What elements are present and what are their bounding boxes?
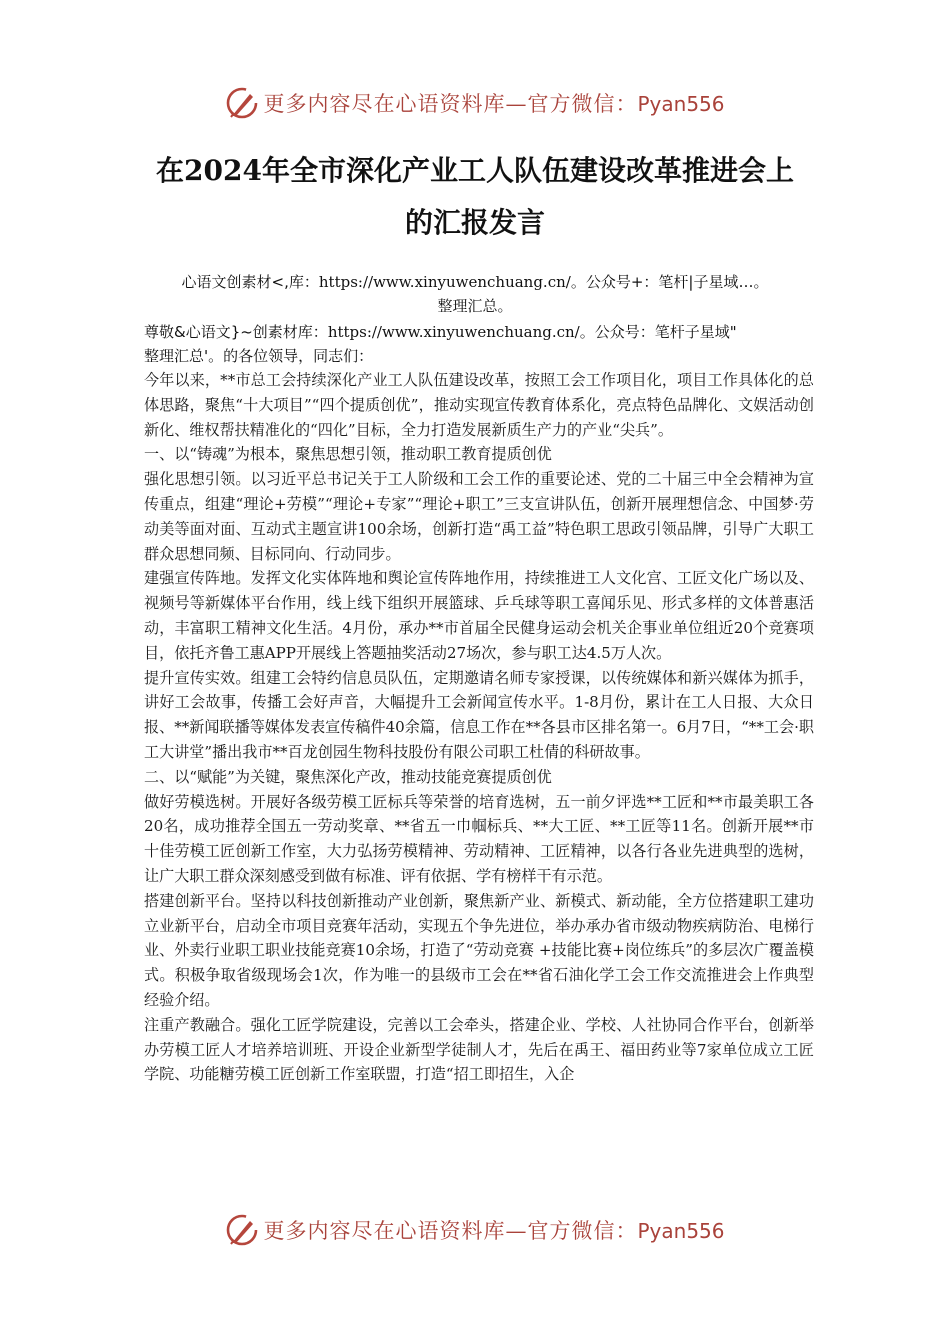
banner-text: 更多内容尽在心语资料库—官方微信：Pyan556 [263, 1219, 725, 1243]
quill-pen-logo-icon [225, 1213, 259, 1247]
document-title [120, 145, 830, 249]
title-line-2: 的汇报发言 [404, 206, 545, 239]
title-line-1: 在2024年全市深化产业工人队伍建设改革推进会上 [156, 154, 794, 187]
source-note-2: 尊敬&心语文}~创素材库：https://www.xinyuwenchuang.cn/。公众号：笔杆子星域" 整理汇总'。的各位领导，同志们： [144, 323, 737, 365]
wechat-handle: Pyan556 [637, 92, 725, 116]
header-banner [0, 83, 950, 123]
banner-text: 更多内容尽在心语资料库—官方微信：Pyan556 [263, 92, 725, 116]
section-heading-1: 一、以“铸魂”为根本，聚焦思想引领，推动职工教育提质创优 [144, 445, 552, 464]
footer-banner [0, 1210, 950, 1250]
paragraph: 强化思想引领。以习近平总书记关于工人阶级和工会工作的重要论述、党的二十届三中全会精神为宣传重点，组建“理论+劳模”“理论+专家”“理论+职工”三支宣讲队伍，创新开展理想信念、中国梦·劳动美等面对面、互动式主题宣讲100余场，创新打造“禹工益”特色职工思政引领品牌，引导广大职工群众思想同频、目标同向、行动同步。 [144, 470, 814, 563]
quill-pen-logo-icon [225, 86, 259, 120]
paragraph: 建强宣传阵地。发挥文化实体阵地和舆论宣传阵地作用，持续推进工人文化宫、工匠文化广场以及、视频号等新媒体平台作用，线上线下组织开展篮球、乒乓球等职工喜闻乐见、形式多样的文体普惠活动，丰富职工精神文化生活。4月份，承办**市首届全民健身运动会机关企事业单位组近20个竞赛项目，依托齐鲁工惠APP开展线上答题抽奖活动27场次，参与职工达4.5万人次。 [144, 569, 814, 662]
paragraph-intro: 今年以来，**市总工会持续深化产业工人队伍建设改革，按照工会工作项目化，项目工作具体化的总体思路，聚焦“十大项目”“四个提质创优”，推动实现宣传教育体系化，亮点特色品牌化、文娱活动创新化、维权帮扶精准化的“四化”目标，全力打造发展新质生产力的产业“尖兵”。 [144, 371, 814, 439]
section-heading-2: 二、以“赋能”为关键，聚焦深化产改，推动技能竞赛提质创优 [144, 767, 552, 786]
document-body [144, 368, 814, 1087]
paragraph: 提升宣传实效。组建工会特约信息员队伍，定期邀请名师专家授课，以传统媒体和新兴媒体为抓手，讲好工会故事，传播工会好声音，大幅提升工会新闻宣传水平。1-8月份，累计在工人日报、大众日报、**新闻联播等媒体发表宣传稿件40余篇，信息工作在**各县市区排名第一。6月7日，“**工会·职工大讲堂”播出我市**百龙创园生物科技股份有限公司职工杜倩的科研故事。 [144, 668, 814, 761]
paragraph: 做好劳模选树。开展好各级劳模工匠标兵等荣誉的培育选树，五一前夕评选**工匠和**市最美职工各20名，成功推荐全国五一劳动奖章、**省五一巾帼标兵、**大工匠、**工匠等11名。创新开展**市十佳劳模工匠创新工作室，大力弘扬劳模精神、劳动精神、工匠精神，以各行各业先进典型的选树，让广大职工群众深刻感受到做有标准、评有依据、学有榜样干有示范。 [144, 792, 814, 885]
paragraph: 搭建创新平台。坚持以科技创新推动产业创新，聚焦新产业、新模式、新动能，全方位搭建职工建功立业新平台，启动全市项目竞赛年活动，实现五个争先进位，举办承办省市级动物疾病防治、电梯行业、外卖行业职工职业技能竞赛10余场，打造了“劳动竞赛 +技能比赛+岗位练兵”的多层次广覆盖模式。积极争取省级现场会1次，作为唯一的县级市工会在**省石油化学工会工作交流推进会上作典型经验介绍。 [144, 891, 814, 1009]
source-note-1: 心语文创素材<,库：https://www.xinyuwenchuang.cn/。公众号+：笔杆|子星域…。 整理汇总。 [181, 273, 769, 315]
source-url-2: https://www.xinyuwenchuang.cn/ [327, 323, 580, 341]
wechat-handle: Pyan556 [637, 1219, 725, 1243]
source-url-1: https://www.xinyuwenchuang.cn/ [318, 273, 571, 291]
paragraph: 注重产教融合。强化工匠学院建设，完善以工会牵头，搭建企业、学校、人社协同合作平台，创新举办劳模工匠人才培养培训班、开设企业新型学徒制人才，先后在禹王、福田药业等7家单位成立工匠学院、功能糖劳模工匠创新工作室联盟，打造“招工即招生，入企 [144, 1015, 814, 1084]
